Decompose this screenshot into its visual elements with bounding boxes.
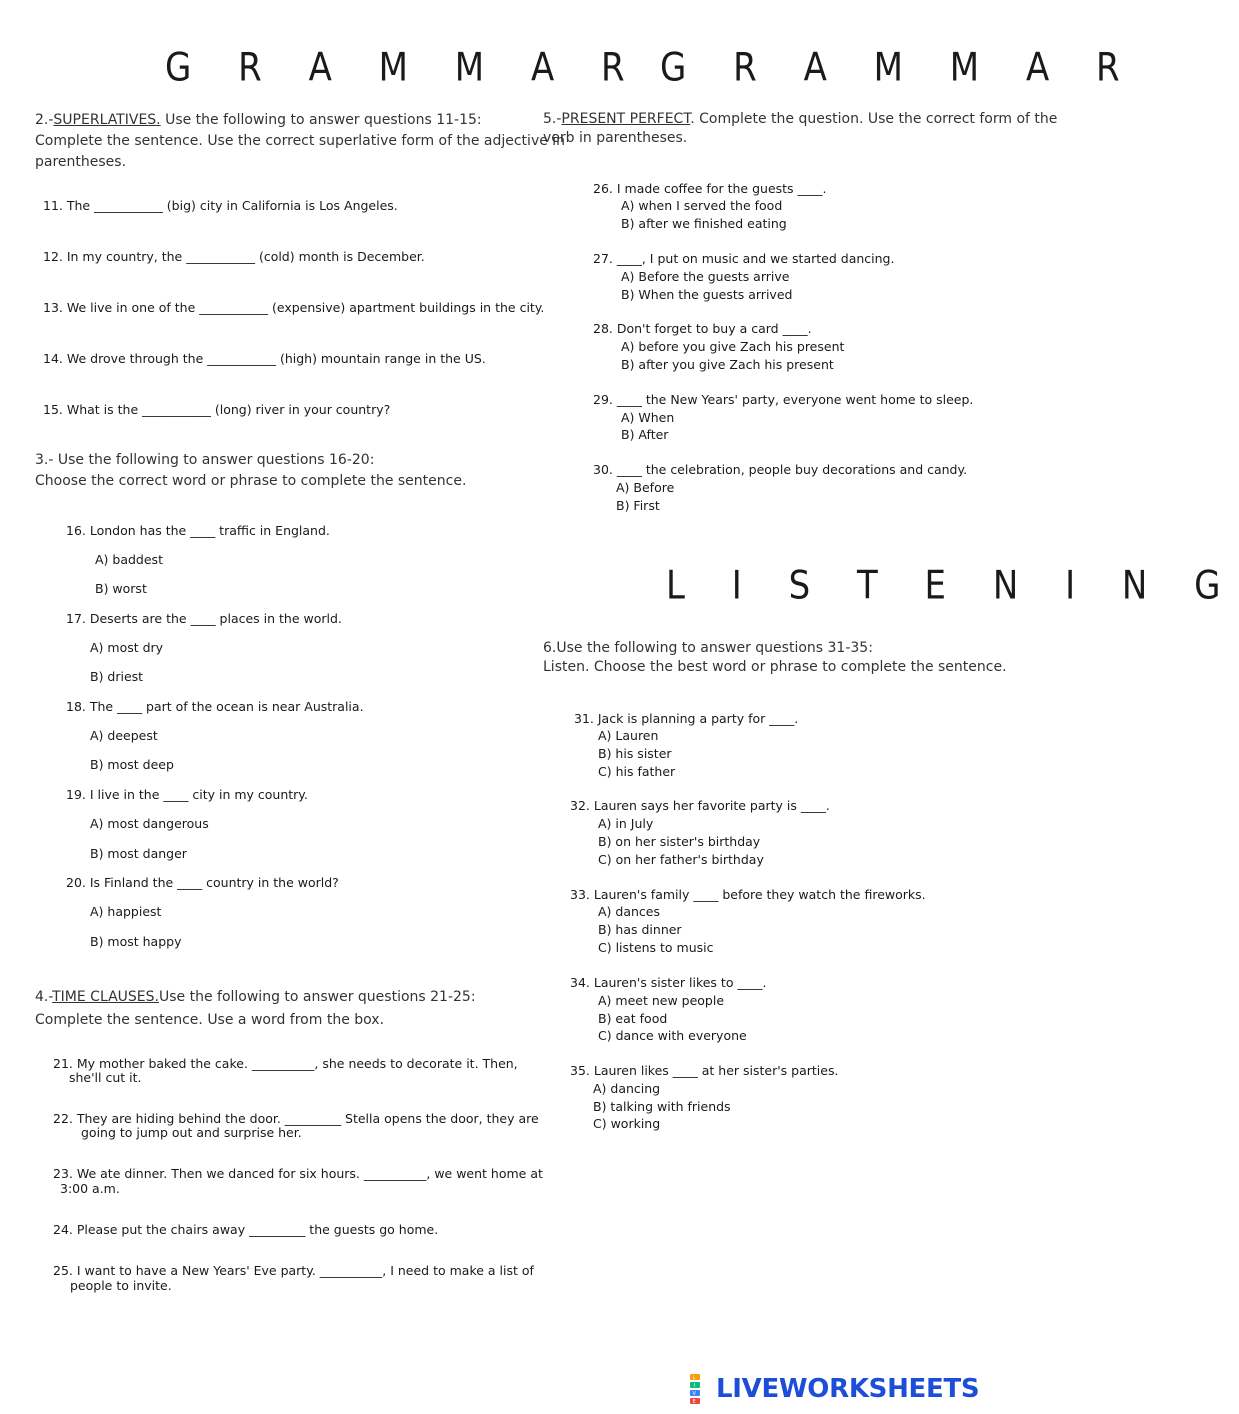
question-16: 16. London has the ____ traffic in England. <box>66 523 330 538</box>
question-12: 12. In my country, the ___________ (cold) month is December. <box>43 249 425 264</box>
question-26-option-b[interactable]: B) after we finished eating <box>621 216 787 231</box>
section-3-instruction: Choose the correct word or phrase to complete the sentence. <box>35 473 467 489</box>
question-23: 23. We ate dinner. Then we danced for six hours. __________, we went home at <box>53 1166 543 1181</box>
question-24: 24. Please put the chairs away _________ the guests go home. <box>53 1222 439 1237</box>
question-31-option-b[interactable]: B) his sister <box>598 746 672 761</box>
question-34: 34. Lauren's sister likes to ____. <box>570 975 767 990</box>
question-16-option-b[interactable]: B) worst <box>95 581 147 596</box>
question-20-option-b[interactable]: B) most happy <box>90 934 182 949</box>
question-21: 21. My mother baked the cake. __________, she needs to decorate it. Then, <box>53 1056 518 1071</box>
liveworksheets-logo-text: LIVEWORKSHEETS <box>716 1374 980 1404</box>
question-19-option-b[interactable]: B) most danger <box>90 846 187 861</box>
question-32-option-c[interactable]: C) on her father's birthday <box>598 852 764 867</box>
question-35: 35. Lauren likes ____ at her sister's parties. <box>570 1063 839 1078</box>
question-34-option-a[interactable]: A) meet new people <box>598 993 725 1008</box>
section-2-number: 2.- <box>35 112 54 128</box>
question-25-cont: people to invite. <box>70 1278 172 1293</box>
section-3-heading: 3.- Use the following to answer questions 16-20: <box>35 452 375 468</box>
svg-text:V: V <box>692 1391 696 1397</box>
question-20-option-a[interactable]: A) happiest <box>90 904 162 919</box>
section-5-number: 5.- <box>543 111 562 127</box>
question-26: 26. I made coffee for the guests ____. <box>593 181 827 196</box>
question-25: 25. I want to have a New Years' Eve party. __________, I need to make a list of <box>53 1263 534 1278</box>
question-18-option-a[interactable]: A) deepest <box>90 728 158 743</box>
svg-text:I: I <box>693 1383 695 1389</box>
question-19-option-a[interactable]: A) most dangerous <box>90 816 209 831</box>
question-33: 33. Lauren's family ____ before they watch the fireworks. <box>570 887 926 902</box>
question-31-option-a[interactable]: A) Lauren <box>598 728 659 743</box>
question-11: 11. The ___________ (big) city in California is Los Angeles. <box>43 198 398 213</box>
svg-text:L: L <box>692 1375 696 1381</box>
section-5-heading <box>543 109 1057 129</box>
question-27: 27. ____, I put on music and we started dancing. <box>593 251 895 266</box>
section-5-topic: PRESENT PERFECT <box>561 111 691 127</box>
question-27-option-a[interactable]: A) Before the guests arrive <box>621 269 790 284</box>
liveworksheets-logo[interactable] <box>690 1374 979 1404</box>
section-2-heading <box>35 110 482 130</box>
section-5-instruction: verb in parentheses. <box>543 130 688 146</box>
question-15: 15. What is the ___________ (long) river in your country? <box>43 402 391 417</box>
question-33-option-b[interactable]: B) has dinner <box>598 922 682 937</box>
listening-title: L I S T E N I N G <box>666 563 1239 609</box>
question-33-option-a[interactable]: A) dances <box>598 904 660 919</box>
section-4-heading <box>35 987 476 1007</box>
question-35-option-b[interactable]: B) talking with friends <box>593 1099 731 1114</box>
question-22-cont: going to jump out and surprise her. <box>81 1125 302 1140</box>
svg-text:E: E <box>692 1399 696 1405</box>
question-29: 29. ____ the New Years' party, everyone went home to sleep. <box>593 392 974 407</box>
question-35-option-a[interactable]: A) dancing <box>593 1081 661 1096</box>
question-18: 18. The ____ part of the ocean is near Australia. <box>66 699 364 714</box>
question-16-option-a[interactable]: A) baddest <box>95 552 163 567</box>
question-22: 22. They are hiding behind the door. _________ Stella opens the door, they are <box>53 1111 539 1126</box>
question-28: 28. Don't forget to buy a card ____. <box>593 321 812 336</box>
question-32-option-a[interactable]: A) in July <box>598 816 654 831</box>
section-4-intro: Use the following to answer questions 21-25: <box>158 989 476 1005</box>
question-29-option-a[interactable]: A) When <box>621 410 675 425</box>
section-6-instruction: Listen. Choose the best word or phrase to complete the sentence. <box>543 659 1007 675</box>
question-30: 30. ____ the celebration, people buy decorations and candy. <box>593 462 968 477</box>
question-17-option-a[interactable]: A) most dry <box>90 640 164 655</box>
question-30-option-b[interactable]: B) First <box>616 498 660 513</box>
question-34-option-b[interactable]: B) eat food <box>598 1011 668 1026</box>
question-17: 17. Deserts are the ____ places in the world. <box>66 611 342 626</box>
question-32: 32. Lauren says her favorite party is ____. <box>570 798 830 813</box>
question-23-cont: 3:00 a.m. <box>60 1181 120 1196</box>
question-13: 13. We live in one of the ___________ (expensive) apartment buildings in the city. <box>43 300 545 315</box>
liveworksheets-badge-icon <box>690 1374 712 1404</box>
question-17-option-b[interactable]: B) driest <box>90 669 144 684</box>
section-4-number: 4.- <box>35 989 53 1005</box>
question-28-option-a[interactable]: A) before you give Zach his present <box>621 339 845 354</box>
question-21-cont: she'll cut it. <box>69 1070 142 1085</box>
question-30-option-a[interactable]: A) Before <box>616 480 675 495</box>
question-29-option-b[interactable]: B) After <box>621 427 669 442</box>
section-2-intro: Use the following to answer questions 11-15: <box>160 112 482 128</box>
question-14: 14. We drove through the ___________ (high) mountain range in the US. <box>43 351 486 366</box>
question-18-option-b[interactable]: B) most deep <box>90 757 174 772</box>
right-title: G R A M M A R <box>660 45 1138 91</box>
section-2-topic: SUPERLATIVES. <box>53 112 161 128</box>
section-2-instruction-cont: parentheses. <box>35 154 127 170</box>
question-20: 20. Is Finland the ____ country in the world? <box>66 875 339 890</box>
section-2-instruction: Complete the sentence. Use the correct superlative form of the adjective in <box>35 133 566 149</box>
question-19: 19. I live in the ____ city in my country. <box>66 787 308 802</box>
question-32-option-b[interactable]: B) on her sister's birthday <box>598 834 761 849</box>
question-31-option-c[interactable]: C) his father <box>598 764 676 779</box>
left-title: G R A M M A R <box>165 45 643 91</box>
question-33-option-c[interactable]: C) listens to music <box>598 940 714 955</box>
section-6-heading: 6.Use the following to answer questions 31-35: <box>543 640 873 656</box>
question-27-option-b[interactable]: B) When the guests arrived <box>621 287 793 302</box>
question-28-option-b[interactable]: B) after you give Zach his present <box>621 357 834 372</box>
section-4-topic: TIME CLAUSES. <box>52 989 159 1005</box>
section-5-intro: . Complete the question. Use the correct form of the <box>690 111 1058 127</box>
question-34-option-c[interactable]: C) dance with everyone <box>598 1028 747 1043</box>
section-4-instruction: Complete the sentence. Use a word from the box. <box>35 1012 385 1028</box>
question-31: 31. Jack is planning a party for ____. <box>574 711 799 726</box>
question-26-option-a[interactable]: A) when I served the food <box>621 198 783 213</box>
question-35-option-c[interactable]: C) working <box>593 1116 661 1131</box>
